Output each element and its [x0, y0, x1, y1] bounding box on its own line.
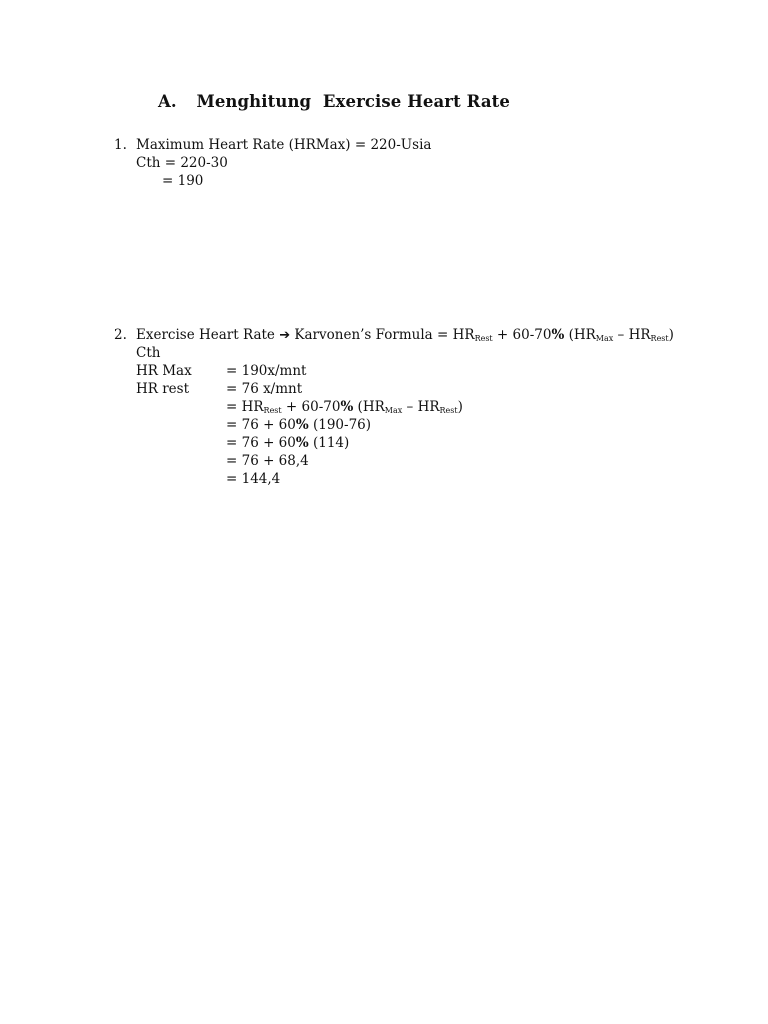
- step1-part-b: + 60-70: [281, 399, 341, 415]
- subscript-rest: Rest: [474, 334, 493, 343]
- step3-part-b: (114): [308, 435, 350, 451]
- percent-sign: %: [295, 417, 309, 433]
- example-result-line: = 190: [162, 173, 204, 189]
- formula-close: ): [668, 327, 674, 343]
- calc-step-1: [226, 398, 463, 416]
- step1-part-d: – HR: [402, 399, 440, 415]
- step1-part-c: (HR: [353, 399, 385, 415]
- formula-plus: + 60-70: [492, 327, 552, 343]
- formula-open: (HR: [564, 327, 596, 343]
- formula-mid: Karvonen’s Formula = HR: [290, 327, 475, 343]
- calc-result: = 144,4: [226, 471, 281, 487]
- subscript-rest: Rest: [439, 406, 458, 415]
- hrrest-value: = 76 x/mnt: [226, 381, 303, 397]
- subscript-rest: Rest: [263, 406, 282, 415]
- example-label: Cth: [136, 345, 161, 361]
- heading-title: Menghitung Exercise Heart Rate: [196, 92, 510, 111]
- percent-sign: %: [295, 435, 309, 451]
- hrmax-formula-line: Maximum Heart Rate (HRMax) = 220-Usia: [136, 137, 432, 153]
- list-number-2: 2.: [114, 327, 127, 343]
- hrmax-value: = 190x/mnt: [226, 363, 307, 379]
- subscript-max: Max: [384, 406, 403, 415]
- heading-marker: A.: [158, 92, 177, 111]
- step2-part-a: = 76 + 60: [226, 417, 296, 433]
- step1-part-e: ): [457, 399, 463, 415]
- karvonen-formula-line: [136, 326, 674, 345]
- formula-dash: – HR: [613, 327, 651, 343]
- step2-part-b: (190-76): [308, 417, 372, 433]
- hrmax-label: HR Max: [136, 363, 192, 379]
- percent-sign: %: [340, 399, 354, 415]
- calc-step-4: = 76 + 68,4: [226, 453, 309, 469]
- step3-part-a: = 76 + 60: [226, 435, 296, 451]
- percent-sign: %: [551, 327, 565, 343]
- formula-prefix: Exercise Heart Rate: [136, 327, 280, 343]
- subscript-rest: Rest: [650, 334, 669, 343]
- example-line: Cth = 220-30: [136, 155, 228, 171]
- section-heading: [158, 92, 510, 111]
- hrrest-label: HR rest: [136, 381, 190, 397]
- arrow-icon: ➔: [279, 328, 291, 343]
- calc-step-3: [226, 434, 349, 452]
- list-number-1: 1.: [114, 137, 127, 153]
- calc-step-2: [226, 416, 371, 434]
- step1-part-a: = HR: [226, 399, 264, 415]
- subscript-max: Max: [595, 334, 614, 343]
